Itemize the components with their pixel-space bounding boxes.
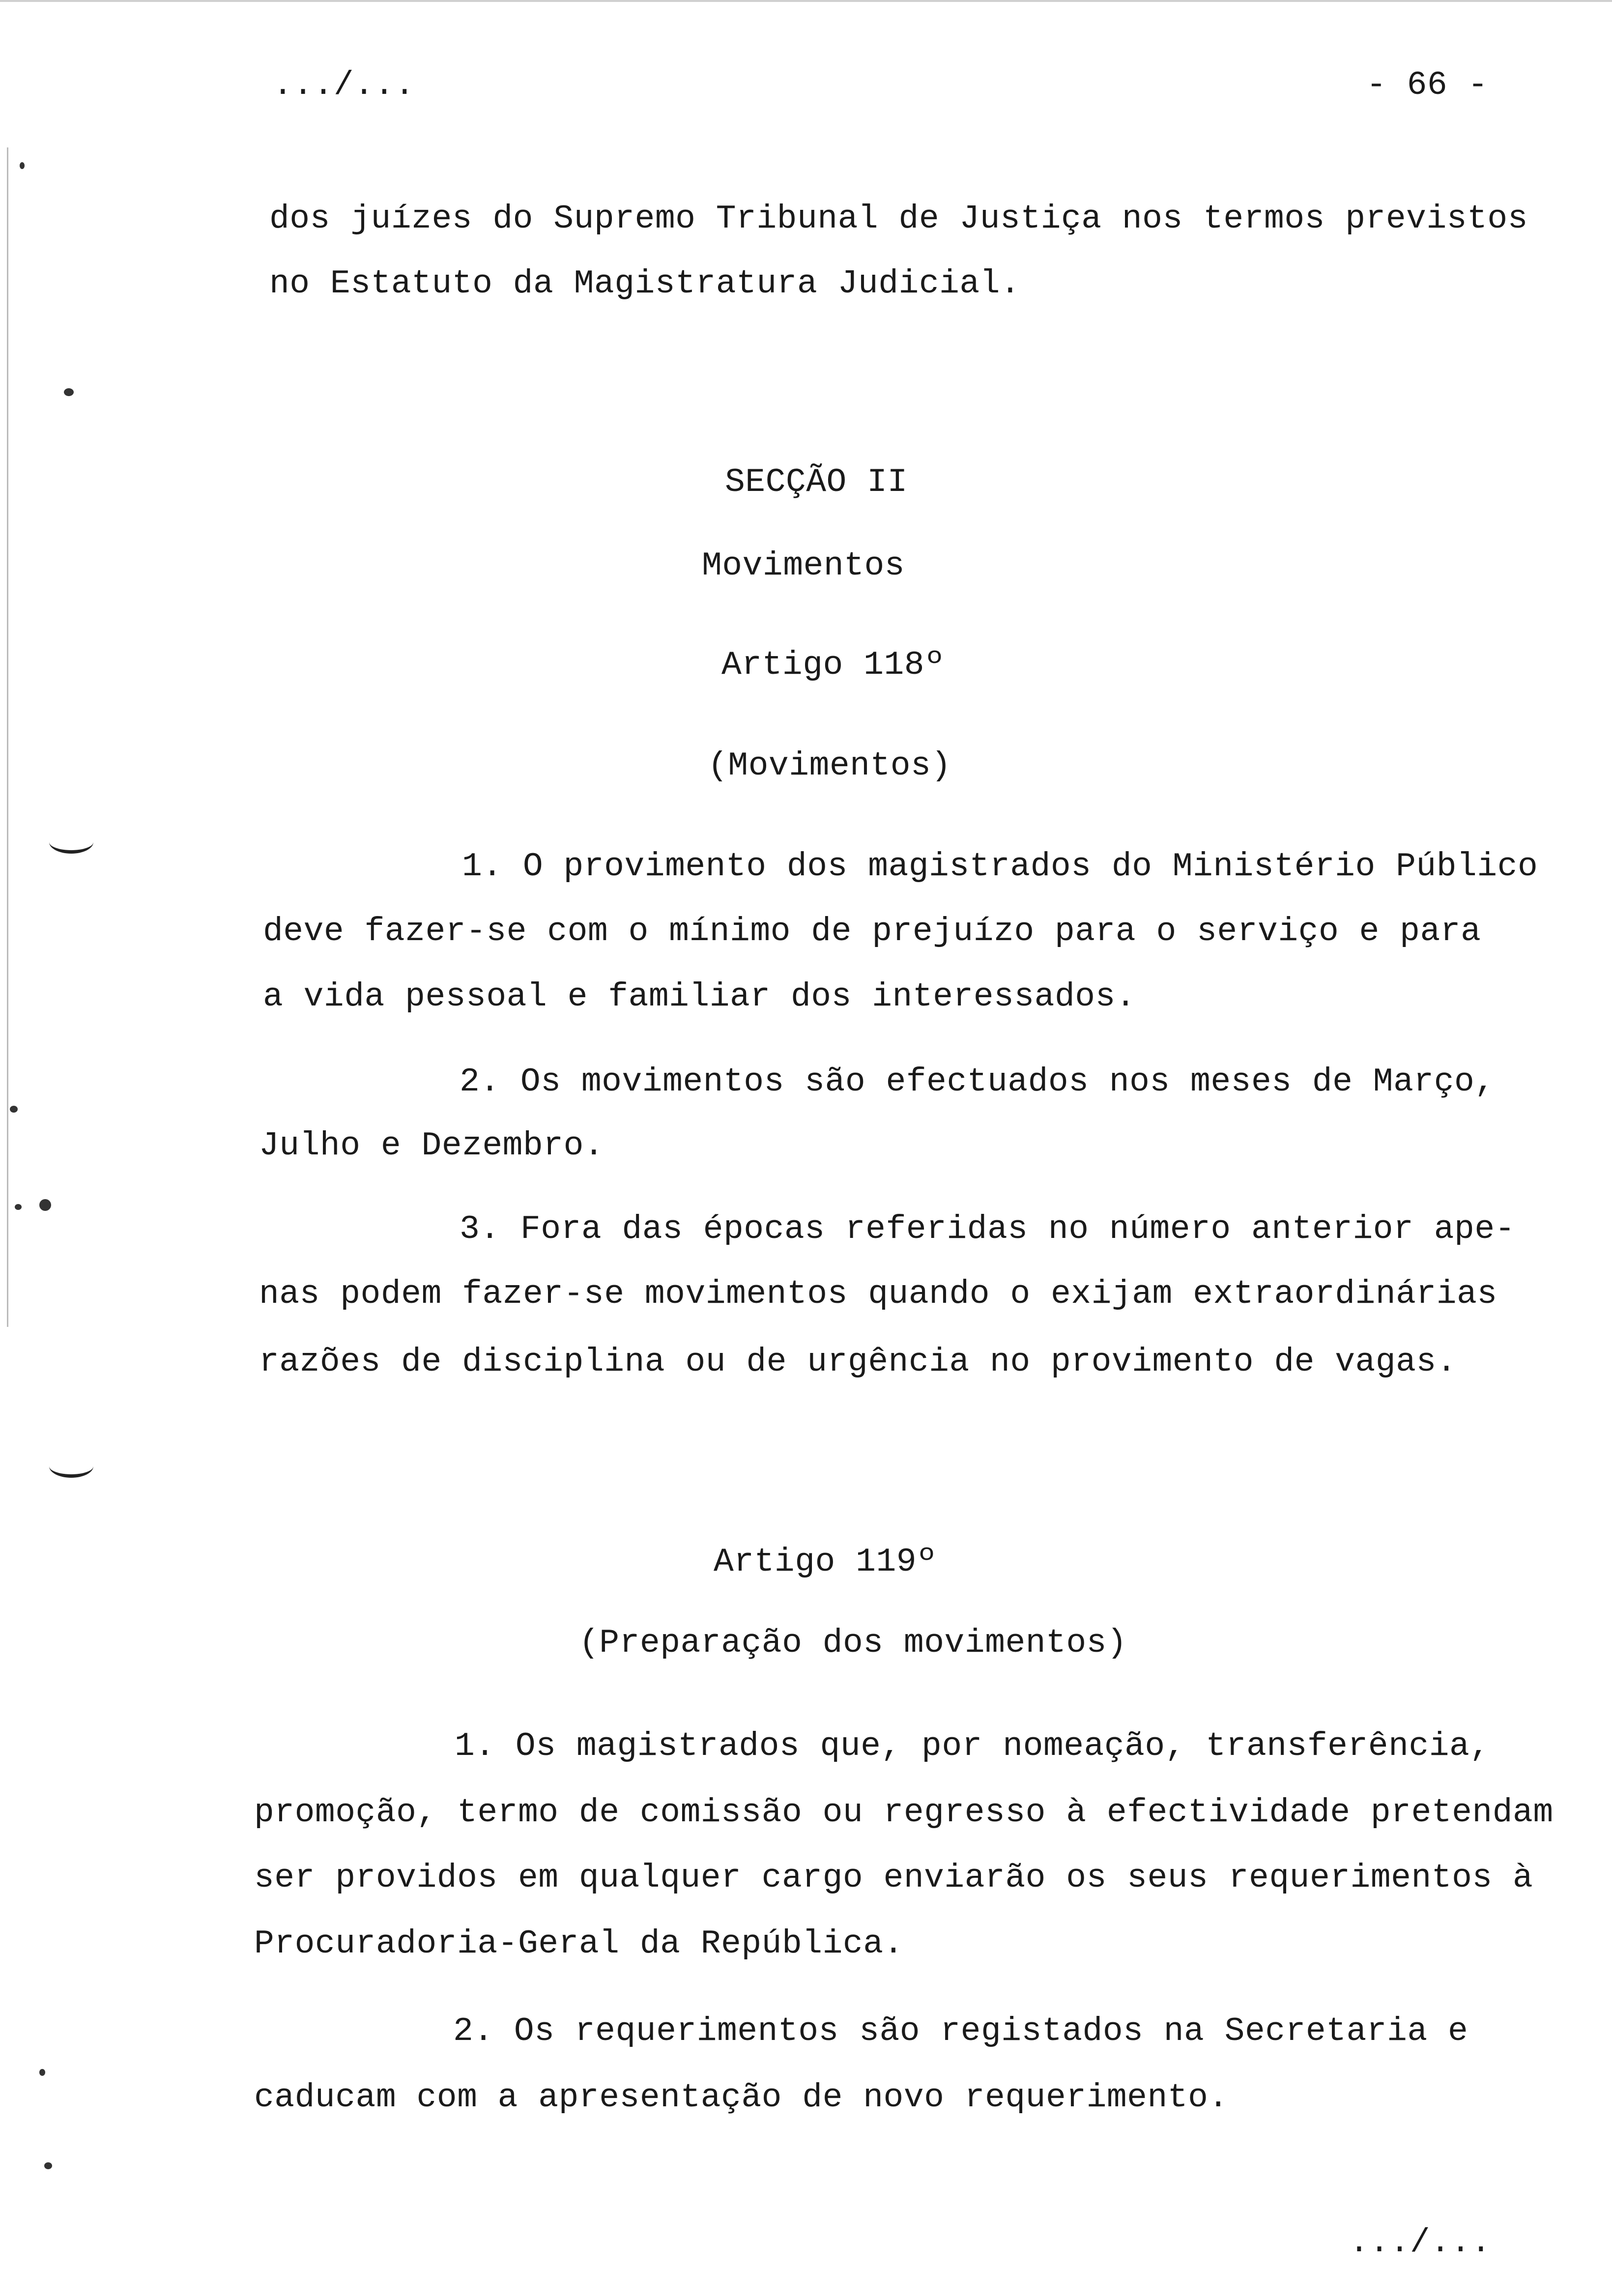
carryover-line-1: dos juízes do Supremo Tribunal de Justiça nos termos previstos — [269, 200, 1528, 238]
binder-hole-mark — [49, 1455, 93, 1478]
scan-top-edge — [0, 0, 1612, 2]
article-119-p1-line-3: ser providos em qualquer cargo enviarão os seus requerimentos à — [254, 1859, 1533, 1897]
article-118-heading: Artigo 118º — [721, 646, 945, 684]
scan-speck — [39, 1199, 51, 1211]
article-118-p1-line-2: deve fazer-se com o mínimo de prejuízo para o serviço e para — [263, 913, 1481, 950]
article-118-p3-line-1: 3. Fora das épocas referidas no número anterior ape- — [460, 1210, 1515, 1248]
carryover-line-2: no Estatuto da Magistratura Judicial. — [269, 265, 1021, 303]
scan-speck — [44, 2162, 52, 2169]
article-118-p3-line-2: nas podem fazer-se movimentos quando o exijam extraordinárias — [259, 1275, 1497, 1313]
article-118-p1-line-3: a vida pessoal e familiar dos interessados. — [263, 978, 1136, 1016]
article-118-subtitle: (Movimentos) — [708, 747, 951, 785]
binder-hole-mark — [49, 831, 93, 854]
continued-from-marker: .../... — [273, 66, 415, 104]
article-118-p3-line-3: razões de disciplina ou de urgência no provimento de vagas. — [259, 1343, 1457, 1381]
article-119-p2-line-1: 2. Os requerimentos são registados na Secretaria e — [453, 2012, 1468, 2050]
article-119-p1-line-1: 1. Os magistrados que, por nomeação, transferência, — [455, 1727, 1490, 1765]
article-118-p2-line-1: 2. Os movimentos são efectuados nos meses de Março, — [460, 1063, 1495, 1101]
article-119-p1-line-4: Procuradoria-Geral da República. — [254, 1925, 904, 1963]
continues-marker: .../... — [1349, 2224, 1492, 2262]
article-118-p1-line-1: 1. O provimento dos magistrados do Ministério Público — [462, 848, 1538, 886]
scan-speck — [64, 388, 74, 396]
article-119-p2-line-2: caducam com a apresentação de novo requerimento. — [254, 2079, 1229, 2117]
scan-speck — [20, 162, 25, 169]
article-119-subtitle: (Preparação dos movimentos) — [579, 1624, 1127, 1662]
scan-speck — [10, 1106, 18, 1113]
section-label: SECÇÃO II — [725, 463, 908, 501]
scan-left-edge — [7, 147, 8, 1327]
article-119-p1-line-2: promoção, termo de comissão ou regresso à efectividade pretendam — [254, 1794, 1554, 1832]
page-number: - 66 - — [1366, 66, 1488, 104]
section-title: Movimentos — [702, 547, 905, 585]
article-118-p2-line-2: Julho e Dezembro. — [259, 1127, 604, 1165]
article-119-heading: Artigo 119º — [714, 1543, 937, 1581]
scan-speck — [39, 2069, 45, 2076]
scan-speck — [15, 1204, 22, 1210]
